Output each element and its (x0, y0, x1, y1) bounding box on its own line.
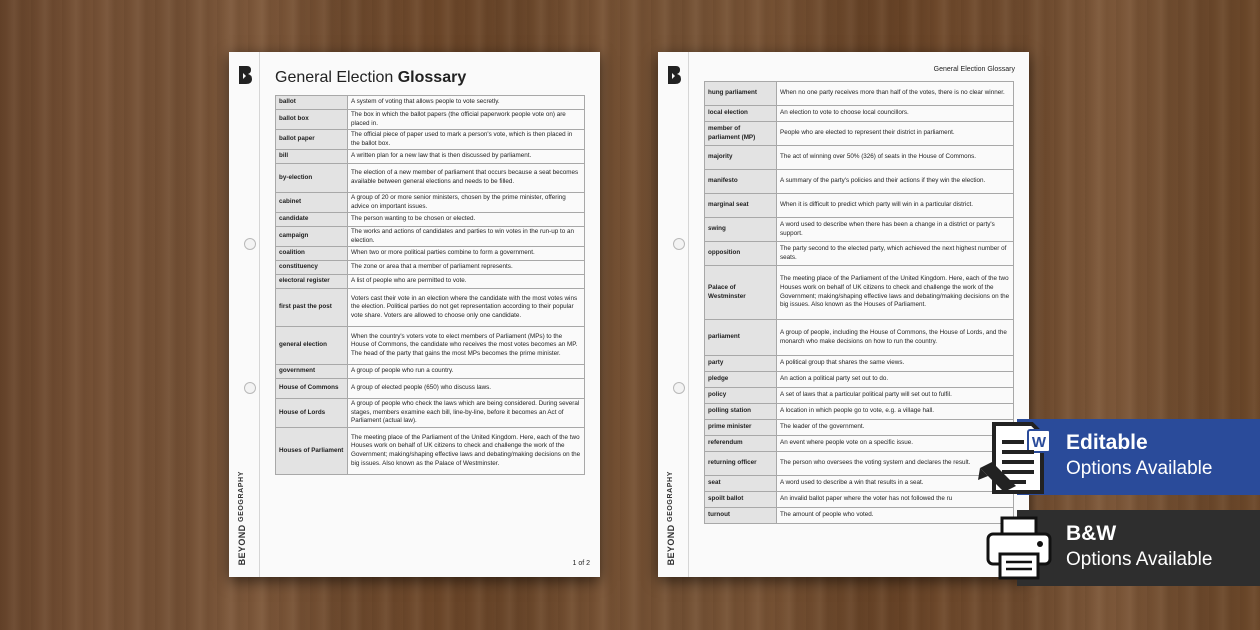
table-row (705, 476, 1014, 492)
glossary-term: electoral register (276, 275, 348, 289)
table-row (705, 122, 1014, 146)
word-document-icon (976, 420, 1058, 496)
glossary-table (704, 81, 1014, 524)
glossary-page-2 (658, 52, 1029, 577)
glossary-term: policy (705, 388, 777, 404)
glossary-term: majority (705, 146, 777, 170)
glossary-definition: An event where people vote on a specific issue. (777, 436, 1014, 452)
glossary-definition: The works and actions of candidates and parties to win votes in the run-up to an election. (348, 227, 585, 247)
glossary-definition: An election to vote to choose local councillors. (777, 106, 1014, 122)
glossary-term: opposition (705, 242, 777, 266)
glossary-term: marginal seat (705, 194, 777, 218)
glossary-definition: A word used to describe when there has been a change in a district or party's support. (777, 218, 1014, 242)
glossary-definition: A written plan for a new law that is then discussed by parliament. (348, 150, 585, 164)
glossary-term: turnout (705, 508, 777, 524)
glossary-term: prime minister (705, 420, 777, 436)
table-row (705, 372, 1014, 388)
glossary-term: cabinet (276, 193, 348, 213)
glossary-term: referendum (705, 436, 777, 452)
glossary-term: Houses of Parliament (276, 428, 348, 475)
page-sidebar (229, 52, 260, 577)
table-row (276, 247, 585, 261)
vertical-brand: BEYOND GEOGRAPHY (666, 470, 676, 565)
glossary-definition: A group of 20 or more senior ministers, chosen by the prime minister, offering advice on important issues. (348, 193, 585, 213)
glossary-definition: A summary of the party's policies and their actions if they win the election. (777, 170, 1014, 194)
glossary-table (275, 95, 585, 475)
glossary-term: returning officer (705, 452, 777, 476)
glossary-definition: The meeting place of the Parliament of the United Kingdom. Here, each of the two Houses work on behalf of UK citizens to check and challenge the work of the Government; making/shaping effective laws and debating/making decisions on the big issues. Also known as the Houses of Parliament. (777, 266, 1014, 320)
glossary-definition: The person wanting to be chosen or elected. (348, 213, 585, 227)
table-row (705, 266, 1014, 320)
glossary-page-1 (229, 52, 600, 577)
glossary-definition: The election of a new member of parliament that occurs because a seat becomes available between general elections and needs to be filled. (348, 164, 585, 193)
banner-title: Editable (1066, 431, 1148, 454)
punch-hole (244, 382, 256, 394)
table-row (276, 365, 585, 379)
table-row (276, 96, 585, 110)
table-row (276, 261, 585, 275)
table-row (705, 420, 1014, 436)
glossary-definition: A word used to describe a win that results in a seat. (777, 476, 1014, 492)
table-row (705, 146, 1014, 170)
glossary-term: bill (276, 150, 348, 164)
table-row (276, 428, 585, 475)
glossary-term: local election (705, 106, 777, 122)
glossary-term: pledge (705, 372, 777, 388)
glossary-term: coalition (276, 247, 348, 261)
banner-subtitle: Options Available (1066, 458, 1213, 479)
table-row (276, 164, 585, 193)
table-row (276, 227, 585, 247)
glossary-definition: When two or more political parties combine to form a government. (348, 247, 585, 261)
table-row (705, 388, 1014, 404)
glossary-definition: When no one party receives more than half of the votes, there is no clear winner. (777, 82, 1014, 106)
table-row (705, 452, 1014, 476)
table-row (705, 82, 1014, 106)
printer-icon (984, 514, 1054, 582)
glossary-definition: The leader of the government. (777, 420, 1014, 436)
glossary-term: general election (276, 327, 348, 365)
glossary-term: party (705, 356, 777, 372)
glossary-definition: The meeting place of the Parliament of the United Kingdom. Here, each of the two Houses work on behalf of UK citizens to check and challenge the work of the Government; making/shaping effective laws and debating/making decisions on the big issues. Also known as the Palace of Westminster. (348, 428, 585, 475)
glossary-term: swing (705, 218, 777, 242)
glossary-definition: A group of people who check the laws which are being considered. During several stages, members examine each bill, line-by-line, before it becomes an Act of Parliament (actual law). (348, 399, 585, 428)
glossary-definition: The box in which the ballot papers (the official paperwork people vote on) are placed in. (348, 110, 585, 130)
glossary-term: Palace of Westminster (705, 266, 777, 320)
glossary-definition: A location in which people go to vote, e.g. a village hall. (777, 404, 1014, 420)
svg-text:W: W (1031, 434, 1047, 451)
glossary-term: manifesto (705, 170, 777, 194)
banner-subtitle: Options Available (1066, 549, 1213, 570)
table-row (276, 110, 585, 130)
table-row (276, 150, 585, 164)
glossary-definition: A list of people who are permitted to vote. (348, 275, 585, 289)
glossary-term: by-election (276, 164, 348, 193)
glossary-term: first past the post (276, 289, 348, 327)
punch-hole (244, 238, 256, 250)
table-row (705, 218, 1014, 242)
table-row (276, 399, 585, 428)
glossary-definition: An action a political party set out to do. (777, 372, 1014, 388)
table-row (705, 492, 1014, 508)
beyond-logo-icon (666, 65, 682, 85)
glossary-term: House of Lords (276, 399, 348, 428)
glossary-definition: A set of laws that a particular political party will set out to fulfil. (777, 388, 1014, 404)
glossary-definition: People who are elected to represent their district in parliament. (777, 122, 1014, 146)
glossary-definition: A political group that shares the same views. (777, 356, 1014, 372)
table-row (705, 170, 1014, 194)
punch-hole (673, 382, 685, 394)
glossary-term: ballot (276, 96, 348, 110)
table-row (705, 436, 1014, 452)
glossary-definition: When the country's voters vote to elect members of Parliament (MPs) to the House of Commons, the candidate who receives the most votes becomes an MP. The head of the party that gains the most MPs becomes the prime minister. (348, 327, 585, 365)
glossary-term: spoilt ballot (705, 492, 777, 508)
table-row (276, 379, 585, 399)
table-row (705, 508, 1014, 524)
vertical-brand: BEYOND GEOGRAPHY (237, 470, 247, 565)
glossary-definition: An invalid ballot paper where the voter has not followed the ru (777, 492, 1014, 508)
page-number: 1 of 2 (572, 560, 590, 567)
glossary-definition: The party second to the elected party, which achieved the next highest number of seats. (777, 242, 1014, 266)
beyond-logo-icon (237, 65, 253, 85)
glossary-definition: A group of elected people (650) who discuss laws. (348, 379, 585, 399)
glossary-definition: The person who oversees the voting system and declares the result. (777, 452, 1014, 476)
table-row (276, 130, 585, 150)
glossary-definition: A group of people, including the House of Commons, the House of Lords, and the monarch who make decisions on how to run the country. (777, 320, 1014, 356)
glossary-definition: A group of people who run a country. (348, 365, 585, 379)
glossary-term: seat (705, 476, 777, 492)
table-row (705, 356, 1014, 372)
page-sidebar (658, 52, 689, 577)
glossary-term: government (276, 365, 348, 379)
punch-hole (673, 238, 685, 250)
glossary-term: hung parliament (705, 82, 777, 106)
table-row (276, 193, 585, 213)
table-row (276, 327, 585, 365)
glossary-term: parliament (705, 320, 777, 356)
table-row (705, 106, 1014, 122)
page-title: General Election Glossary (275, 69, 467, 86)
glossary-term: ballot paper (276, 130, 348, 150)
glossary-term: House of Commons (276, 379, 348, 399)
page-header: General Election Glossary (933, 66, 1015, 73)
banner-title: B&W (1066, 522, 1117, 545)
glossary-definition: A system of voting that allows people to vote secretly. (348, 96, 585, 110)
glossary-term: campaign (276, 227, 348, 247)
glossary-definition: The amount of people who voted. (777, 508, 1014, 524)
glossary-definition: The official piece of paper used to mark a person's vote, which is then placed in the ballot box. (348, 130, 585, 150)
table-row (276, 275, 585, 289)
glossary-term: ballot box (276, 110, 348, 130)
glossary-term: candidate (276, 213, 348, 227)
glossary-term: polling station (705, 404, 777, 420)
glossary-definition: The zone or area that a member of parliament represents. (348, 261, 585, 275)
glossary-definition: When it is difficult to predict which party will win in a particular district. (777, 194, 1014, 218)
glossary-term: constituency (276, 261, 348, 275)
glossary-definition: Voters cast their vote in an election where the candidate with the most votes wins the election. Political parties do not get representation according to their popular vote share. Voters are allowed to choose only one candidate. (348, 289, 585, 327)
table-row (705, 320, 1014, 356)
table-row (276, 213, 585, 227)
table-row (705, 194, 1014, 218)
glossary-term: member of parliament (MP) (705, 122, 777, 146)
table-row (276, 289, 585, 327)
table-row (705, 242, 1014, 266)
table-row (705, 404, 1014, 420)
glossary-definition: The act of winning over 50% (326) of seats in the House of Commons. (777, 146, 1014, 170)
